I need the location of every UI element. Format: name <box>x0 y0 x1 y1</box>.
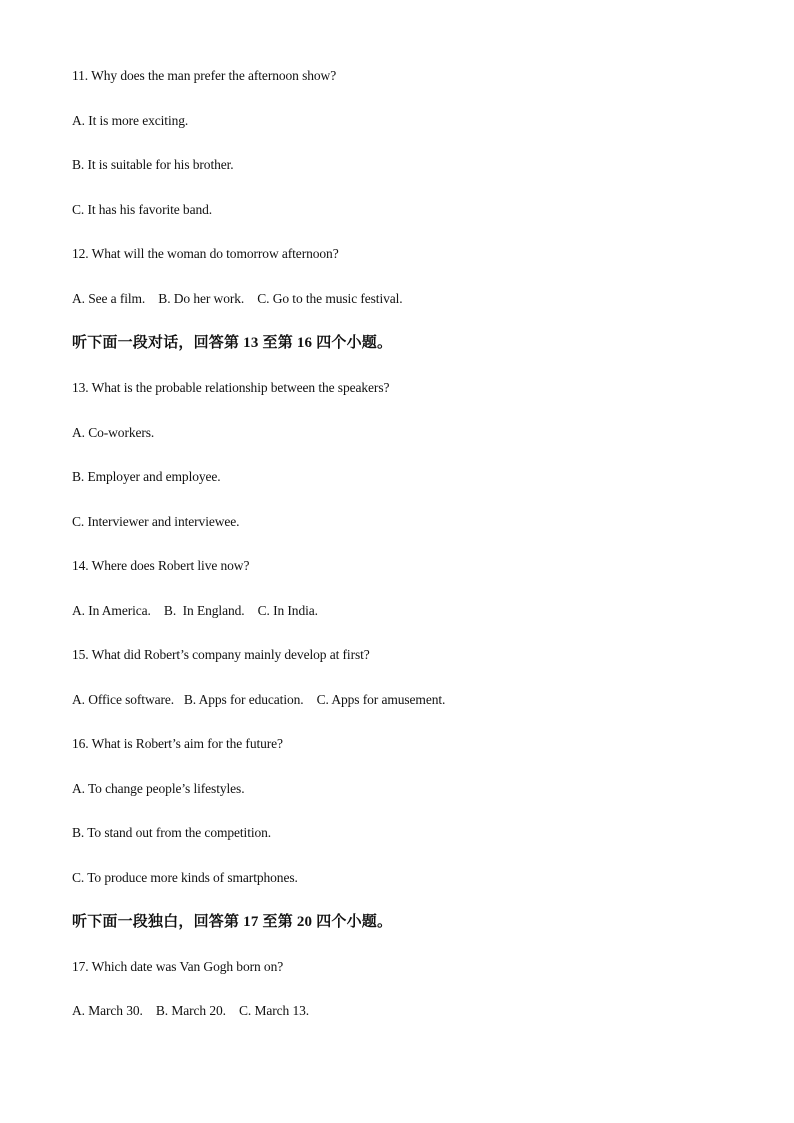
question-11: 11. Why does the man prefer the afternoon show? <box>72 68 337 83</box>
option-13-a: A. Co-workers. <box>72 425 155 440</box>
question-14: 14. Where does Robert live now? <box>72 558 250 573</box>
question-13: 13. What is the probable relationship between the speakers? <box>72 380 390 395</box>
option-11-b: B. It is suitable for his brother. <box>72 157 234 172</box>
question-15: 15. What did Robert’s company mainly develop at first? <box>72 647 370 662</box>
section-heading-17-20: 听下面一段独白，回答第 17 至第 20 四个小题。 <box>72 914 393 930</box>
option-11-a: A. It is more exciting. <box>72 113 189 128</box>
question-17: 17. Which date was Van Gogh born on? <box>72 959 284 974</box>
question-16: 16. What is Robert’s aim for the future? <box>72 736 283 751</box>
options-14: A. In America. B. In England. C. In India. <box>72 603 318 618</box>
section-heading-13-16: 听下面一段对话，回答第 13 至第 16 四个小题。 <box>72 335 393 351</box>
option-13-b: B. Employer and employee. <box>72 469 221 484</box>
option-11-c: C. It has his favorite band. <box>72 202 213 217</box>
option-13-c: C. Interviewer and interviewee. <box>72 514 240 529</box>
options-17: A. March 30. B. March 20. C. March 13. <box>72 1003 310 1018</box>
option-16-a: A. To change people’s lifestyles. <box>72 781 245 796</box>
options-12: A. See a film. B. Do her work. C. Go to the music festival. <box>72 291 403 306</box>
question-12: 12. What will the woman do tomorrow afternoon? <box>72 246 339 261</box>
options-15: A. Office software. B. Apps for education. C. Apps for amusement. <box>72 692 446 707</box>
option-16-c: C. To produce more kinds of smartphones. <box>72 870 298 885</box>
option-16-b: B. To stand out from the competition. <box>72 825 272 840</box>
